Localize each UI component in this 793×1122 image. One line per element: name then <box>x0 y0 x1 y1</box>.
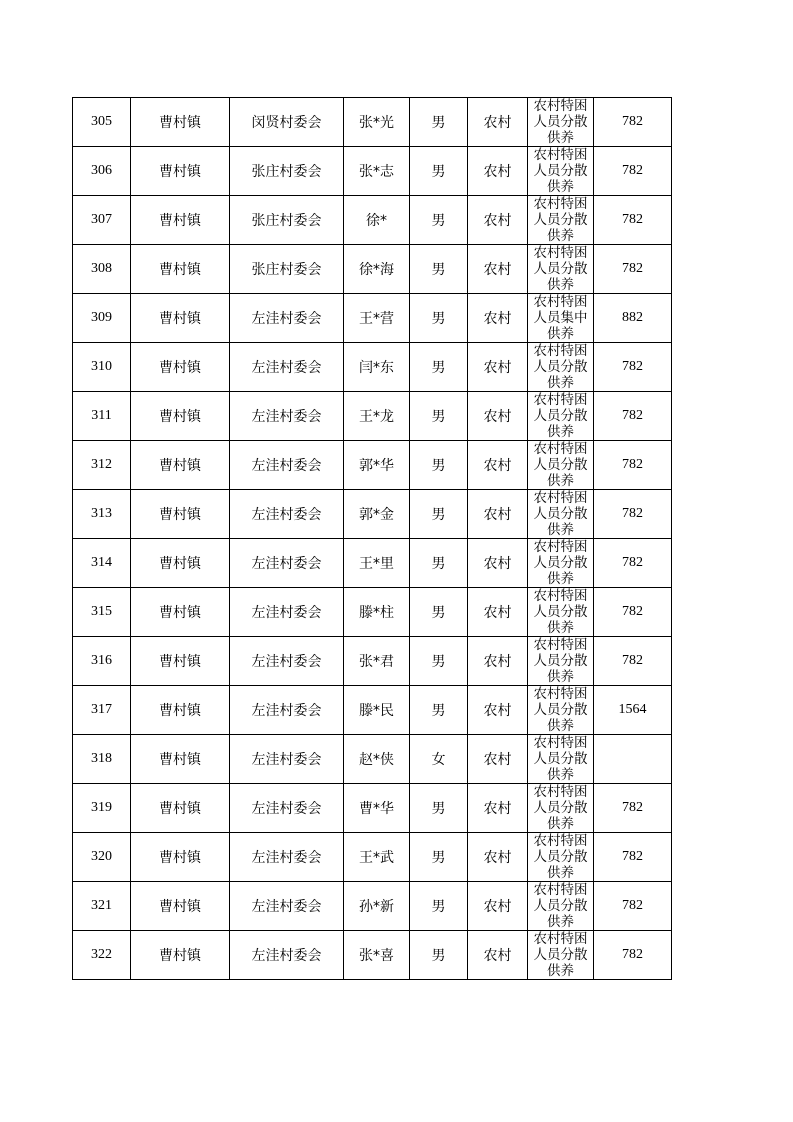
cell-village: 左洼村委会 <box>230 539 344 588</box>
cell-area: 农村 <box>468 98 528 147</box>
cell-gender: 男 <box>410 196 468 245</box>
cell-town: 曹村镇 <box>131 392 230 441</box>
cell-area: 农村 <box>468 294 528 343</box>
cell-area: 农村 <box>468 392 528 441</box>
cell-category <box>528 637 594 686</box>
cell-category <box>528 441 594 490</box>
cell-category <box>528 490 594 539</box>
cell-town: 曹村镇 <box>131 441 230 490</box>
cell-town: 曹村镇 <box>131 98 230 147</box>
cell-name: 徐*海 <box>344 245 410 294</box>
cell-village: 左洼村委会 <box>230 686 344 735</box>
cell-name: 王*武 <box>344 833 410 882</box>
cell-number: 314 <box>73 539 131 588</box>
cell-village: 左洼村委会 <box>230 392 344 441</box>
table-row <box>73 686 672 735</box>
cell-area: 农村 <box>468 490 528 539</box>
cell-category <box>528 833 594 882</box>
table-row <box>73 441 672 490</box>
cell-village: 左洼村委会 <box>230 882 344 931</box>
cell-number: 315 <box>73 588 131 637</box>
category-text: 农村特困人员分散供养 <box>533 147 588 195</box>
cell-gender: 男 <box>410 343 468 392</box>
table-row <box>73 490 672 539</box>
cell-number: 311 <box>73 392 131 441</box>
cell-town: 曹村镇 <box>131 196 230 245</box>
cell-number: 313 <box>73 490 131 539</box>
cell-area: 农村 <box>468 833 528 882</box>
table-row <box>73 637 672 686</box>
cell-area: 农村 <box>468 588 528 637</box>
cell-amount: 782 <box>594 784 672 833</box>
cell-amount: 782 <box>594 931 672 980</box>
cell-gender: 男 <box>410 637 468 686</box>
cell-category <box>528 343 594 392</box>
cell-category <box>528 931 594 980</box>
cell-number: 310 <box>73 343 131 392</box>
cell-gender: 男 <box>410 686 468 735</box>
data-table-container <box>72 97 671 980</box>
cell-amount: 782 <box>594 833 672 882</box>
cell-category <box>528 392 594 441</box>
cell-amount <box>594 735 672 784</box>
table-row <box>73 98 672 147</box>
cell-name: 闫*东 <box>344 343 410 392</box>
cell-village: 左洼村委会 <box>230 833 344 882</box>
cell-number: 317 <box>73 686 131 735</box>
cell-category <box>528 539 594 588</box>
cell-category <box>528 245 594 294</box>
cell-village: 左洼村委会 <box>230 294 344 343</box>
cell-number: 308 <box>73 245 131 294</box>
cell-amount: 882 <box>594 294 672 343</box>
cell-number: 309 <box>73 294 131 343</box>
cell-amount: 782 <box>594 392 672 441</box>
table-row <box>73 588 672 637</box>
cell-category <box>528 147 594 196</box>
cell-area: 农村 <box>468 637 528 686</box>
cell-number: 320 <box>73 833 131 882</box>
cell-village: 张庄村委会 <box>230 245 344 294</box>
cell-name: 张*志 <box>344 147 410 196</box>
cell-gender: 男 <box>410 539 468 588</box>
cell-town: 曹村镇 <box>131 784 230 833</box>
category-text: 农村特困人员分散供养 <box>533 931 588 979</box>
cell-town: 曹村镇 <box>131 833 230 882</box>
category-text: 农村特困人员分散供养 <box>533 245 588 293</box>
cell-number: 305 <box>73 98 131 147</box>
cell-name: 赵*侠 <box>344 735 410 784</box>
cell-village: 左洼村委会 <box>230 441 344 490</box>
cell-category <box>528 196 594 245</box>
cell-amount: 782 <box>594 98 672 147</box>
cell-gender: 男 <box>410 392 468 441</box>
cell-gender: 男 <box>410 833 468 882</box>
table-row <box>73 294 672 343</box>
category-text: 农村特困人员分散供养 <box>533 490 588 538</box>
cell-gender: 男 <box>410 441 468 490</box>
cell-gender: 男 <box>410 882 468 931</box>
category-text: 农村特困人员分散供养 <box>533 392 588 440</box>
category-text: 农村特困人员分散供养 <box>533 637 588 685</box>
category-text: 农村特困人员分散供养 <box>533 343 588 391</box>
cell-gender: 男 <box>410 931 468 980</box>
category-text: 农村特困人员分散供养 <box>533 196 588 244</box>
cell-town: 曹村镇 <box>131 735 230 784</box>
table-row <box>73 539 672 588</box>
cell-gender: 男 <box>410 294 468 343</box>
cell-name: 滕*柱 <box>344 588 410 637</box>
cell-name: 孙*新 <box>344 882 410 931</box>
cell-area: 农村 <box>468 735 528 784</box>
cell-category <box>528 882 594 931</box>
category-text: 农村特困人员分散供养 <box>533 784 588 832</box>
cell-category <box>528 784 594 833</box>
cell-amount: 782 <box>594 588 672 637</box>
table-row <box>73 392 672 441</box>
table-body <box>73 98 672 980</box>
cell-village: 闵贤村委会 <box>230 98 344 147</box>
cell-village: 左洼村委会 <box>230 784 344 833</box>
cell-name: 曹*华 <box>344 784 410 833</box>
cell-name: 王*龙 <box>344 392 410 441</box>
cell-village: 左洼村委会 <box>230 343 344 392</box>
category-text: 农村特困人员分散供养 <box>533 441 588 489</box>
cell-area: 农村 <box>468 343 528 392</box>
category-text: 农村特困人员分散供养 <box>533 686 588 734</box>
cell-area: 农村 <box>468 686 528 735</box>
cell-number: 319 <box>73 784 131 833</box>
cell-area: 农村 <box>468 441 528 490</box>
cell-name: 郭*金 <box>344 490 410 539</box>
cell-amount: 782 <box>594 147 672 196</box>
cell-name: 张*喜 <box>344 931 410 980</box>
cell-area: 农村 <box>468 147 528 196</box>
cell-town: 曹村镇 <box>131 931 230 980</box>
cell-town: 曹村镇 <box>131 294 230 343</box>
cell-amount: 782 <box>594 882 672 931</box>
category-text: 农村特困人员分散供养 <box>533 882 588 930</box>
cell-town: 曹村镇 <box>131 490 230 539</box>
table-row <box>73 245 672 294</box>
table-row <box>73 931 672 980</box>
table-row <box>73 784 672 833</box>
cell-name: 滕*民 <box>344 686 410 735</box>
cell-amount: 1564 <box>594 686 672 735</box>
table-row <box>73 882 672 931</box>
cell-area: 农村 <box>468 784 528 833</box>
cell-name: 郭*华 <box>344 441 410 490</box>
cell-gender: 男 <box>410 147 468 196</box>
cell-amount: 782 <box>594 490 672 539</box>
cell-area: 农村 <box>468 245 528 294</box>
cell-amount: 782 <box>594 343 672 392</box>
cell-area: 农村 <box>468 931 528 980</box>
cell-name: 徐* <box>344 196 410 245</box>
table-row <box>73 833 672 882</box>
data-table <box>72 97 672 980</box>
cell-number: 312 <box>73 441 131 490</box>
cell-town: 曹村镇 <box>131 637 230 686</box>
cell-number: 322 <box>73 931 131 980</box>
cell-area: 农村 <box>468 882 528 931</box>
cell-gender: 男 <box>410 98 468 147</box>
cell-town: 曹村镇 <box>131 343 230 392</box>
cell-gender: 女 <box>410 735 468 784</box>
cell-area: 农村 <box>468 539 528 588</box>
cell-gender: 男 <box>410 784 468 833</box>
cell-amount: 782 <box>594 637 672 686</box>
cell-town: 曹村镇 <box>131 245 230 294</box>
cell-village: 左洼村委会 <box>230 588 344 637</box>
cell-number: 318 <box>73 735 131 784</box>
cell-village: 左洼村委会 <box>230 931 344 980</box>
cell-category <box>528 98 594 147</box>
cell-number: 321 <box>73 882 131 931</box>
cell-number: 307 <box>73 196 131 245</box>
category-text: 农村特困人员分散供养 <box>533 98 588 146</box>
cell-amount: 782 <box>594 539 672 588</box>
cell-village: 张庄村委会 <box>230 147 344 196</box>
cell-amount: 782 <box>594 196 672 245</box>
cell-name: 张*光 <box>344 98 410 147</box>
table-row <box>73 147 672 196</box>
category-text: 农村特困人员集中供养 <box>533 294 588 342</box>
cell-town: 曹村镇 <box>131 147 230 196</box>
cell-town: 曹村镇 <box>131 686 230 735</box>
cell-category <box>528 588 594 637</box>
cell-number: 306 <box>73 147 131 196</box>
cell-village: 张庄村委会 <box>230 196 344 245</box>
table-row <box>73 196 672 245</box>
cell-number: 316 <box>73 637 131 686</box>
cell-town: 曹村镇 <box>131 588 230 637</box>
category-text: 农村特困人员分散供养 <box>533 833 588 881</box>
cell-gender: 男 <box>410 588 468 637</box>
cell-town: 曹村镇 <box>131 539 230 588</box>
cell-amount: 782 <box>594 441 672 490</box>
table-row <box>73 343 672 392</box>
table-row <box>73 735 672 784</box>
category-text: 农村特困人员分散供养 <box>533 588 588 636</box>
cell-gender: 男 <box>410 490 468 539</box>
cell-name: 张*君 <box>344 637 410 686</box>
cell-category <box>528 735 594 784</box>
cell-name: 王*里 <box>344 539 410 588</box>
cell-town: 曹村镇 <box>131 882 230 931</box>
cell-village: 左洼村委会 <box>230 637 344 686</box>
category-text: 农村特困人员分散供养 <box>533 539 588 587</box>
cell-village: 左洼村委会 <box>230 490 344 539</box>
cell-amount: 782 <box>594 245 672 294</box>
category-text: 农村特困人员分散供养 <box>533 735 588 783</box>
cell-gender: 男 <box>410 245 468 294</box>
cell-area: 农村 <box>468 196 528 245</box>
cell-category <box>528 686 594 735</box>
cell-village: 左洼村委会 <box>230 735 344 784</box>
cell-name: 王*营 <box>344 294 410 343</box>
cell-category <box>528 294 594 343</box>
